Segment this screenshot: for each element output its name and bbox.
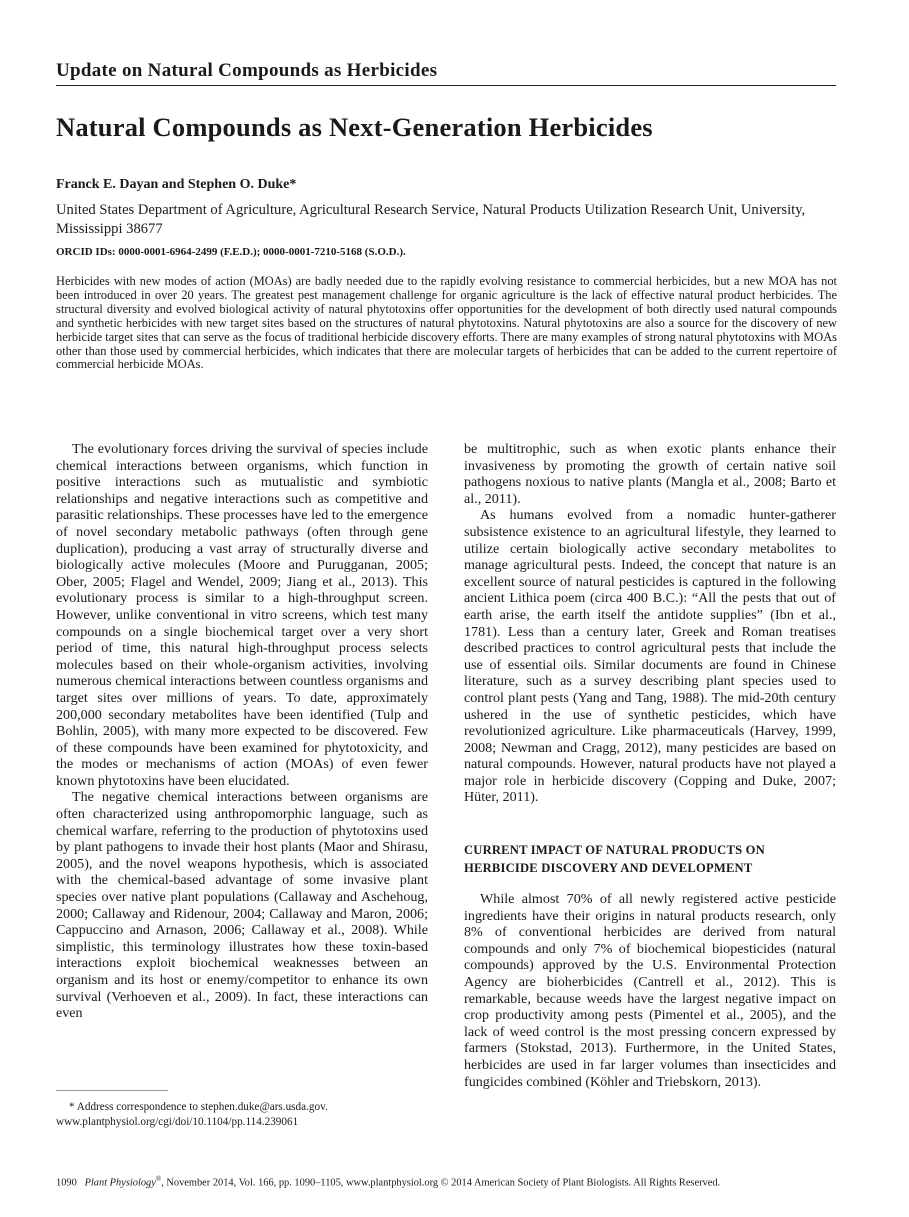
body-paragraph: The evolutionary forces driving the survival of species include chemical interactions between organisms, which function in positive interactions such as mutualistic and symbiotic relationships and negative interactions such as competitive and parasitic relationships. These processes have led to the emergence of novel secondary metabolic pathways (often through gene duplication), producing a vast array of structurally diverse and biologically active molecules (Moore and Purugganan, 2005; Ober, 2005; Flagel and Wendel, 2009; Jiang et al., 2013). This evolutionary process is similar to a high-throughput screen. However, unlike conventional in vitro screens, which test many compounds on a single biochemical target over a very short period of time, this natural high-throughput process selects molecules based on their whole-organism activities, involving numerous chemical interactions between countless organisms and target sites over millions of years. To date, approximately 200,000 secondary metabolites have been identified (Tulp and Bohlin, 2005), with many more expected to be discovered. Few of these compounds have been examined for phytotoxicity, and the modes or mechanisms of action (MOAs) of even fewer known phytotoxins have been elucidated.	[56, 441, 428, 789]
section-heading: CURRENT IMPACT OF NATURAL PRODUCTS ON HERBICIDE DISCOVERY AND DEVELOPMENT	[464, 843, 765, 876]
abstract: Herbicides with new modes of action (MOAs) are badly needed due to the rapidly evolving resistance to commercial herbicides, but a new MOA has not been introduced in over 20 years. The greatest pest management challenge for organic agriculture is the lack of effective natural product herbicides. The structural diversity and evolved biological activity of natural phytotoxins offer opportunities for the development of both directly used natural compounds and synthetic herbicides with new target sites based on the structures of natural phytotoxins. Natural phytotoxins are also a source for the discovery of new herbicide target sites that can serve as the focus of traditional herbicide discovery efforts. There are many examples of strong natural phytotoxins with MOAs other than those used by commercial herbicides, which indicates that there are molecular targets of herbicides that can be added to the current repertoire of commercial herbicide MOAs.	[56, 274, 837, 372]
page-footer	[56, 1175, 837, 1188]
footnote-rule	[56, 1090, 168, 1091]
header-rule	[56, 85, 836, 86]
page-number: 1090	[56, 1177, 77, 1189]
affiliation: United States Department of Agriculture, Agricultural Research Service, Natural Products Utilization Research Unit, University, Mississippi 38677	[56, 202, 806, 237]
series-title: Update on Natural Compounds as Herbicides	[56, 60, 438, 81]
body-column-left	[56, 441, 428, 1022]
correspondence-note: * Address correspondence to stephen.duke@ars.usda.gov.	[69, 1101, 328, 1113]
body-paragraph: The negative chemical interactions between organisms are often characterized using anthropomorphic language, such as chemical warfare, referring to the production of phytotoxins used by plant pathogens to invade their host plants (Maor and Shirasu, 2005), and the novel weapons hypothesis, which is associated with the chemical-based advantage of some invasive plant species over native plant populations (Callaway and Aschehoug, 2000; Callaway and Ridenour, 2004; Callaway and Maron, 2006; Cappuccino and Arnason, 2006; Callaway et al., 2008). While simplistic, this terminology illustrates how these toxin-based interactions exploit biochemical weaknesses between an organism and its host or enemy/competitor to enhance its own survival (Verhoeven et al., 2009). In fact, these interactions can even	[56, 789, 428, 1022]
article-title: Natural Compounds as Next-Generation Herbicides	[56, 112, 653, 142]
body-paragraph: While almost 70% of all newly registered active pesticide ingredients have their origins in natural products research, only 8% of conventional herbicides are derived from natural compounds and only 7% of biochemical biopesticides (natural compounds) approved by the U.S. Environmental Protection Agency are bioherbicides (Cantrell et al., 2012). This is remarkable, because weeds have the largest negative impact on crop productivity among pests (Pimentel et al., 2005), and the lack of weed control is the most pressing concern expressed by farmers (Stokstad, 2013). Furthermore, in the United States, herbicides are used in far larger volumes than insecticides and fungicides combined (Köhler and Triebskorn, 2013).	[464, 891, 836, 1090]
registered-mark: ®	[155, 1175, 162, 1183]
citation-line: , November 2014, Vol. 166, pp. 1090–1105, www.plantphysiol.org © 2014 American Society of Plant Biologists. All Rights Reserved.	[161, 1177, 721, 1189]
orcid-ids: ORCID IDs: 0000-0001-6964-2499 (F.E.D.); 0000-0001-7210-5168 (S.O.D.).	[56, 246, 406, 258]
body-column-right	[464, 441, 836, 1090]
body-paragraph: As humans evolved from a nomadic hunter-gatherer subsistence existence to an agricultural lifestyle, they learned to utilize certain biologically active secondary metabolites to manage agricultural pests. Indeed, the concept that nature is an excellent source of natural pesticides is captured in the following ancient Lithica poem (circa 400 B.C.): “All the pests that out of earth arise, the earth itself the antidote supplies” (Ibn et al., 1781). Less than a century later, Greek and Roman treatises described practices to control agricultural pests that include the use of essential oils. Similar documents are found in Chinese literature, such as a survey describing plant species used to control plant pests (Yang and Tang, 1988). The mid-20th century ushered in the use of synthetic pesticides, which have revolutionized agriculture. Like pharmaceuticals (Harvey, 1999, 2008; Newman and Cragg, 2012), many pesticides are based on natural compounds. However, natural products have not played a major role in herbicide discovery (Copping and Duke, 2007; Hüter, 2011).	[464, 507, 836, 806]
footnote	[56, 1100, 436, 1129]
author-list: Franck E. Dayan and Stephen O. Duke*	[56, 177, 297, 192]
body-paragraph-continued: be multitrophic, such as when exotic plants enhance their invasiveness by promoting the growth of certain native soil pathogens noxious to native plants (Mangla et al., 2008; Barto et al., 2011).	[464, 441, 836, 507]
journal-name: Plant Physiology	[84, 1177, 156, 1189]
doi-link[interactable]: www.plantphysiol.org/cgi/doi/10.1104/pp.114.239061	[56, 1115, 299, 1128]
